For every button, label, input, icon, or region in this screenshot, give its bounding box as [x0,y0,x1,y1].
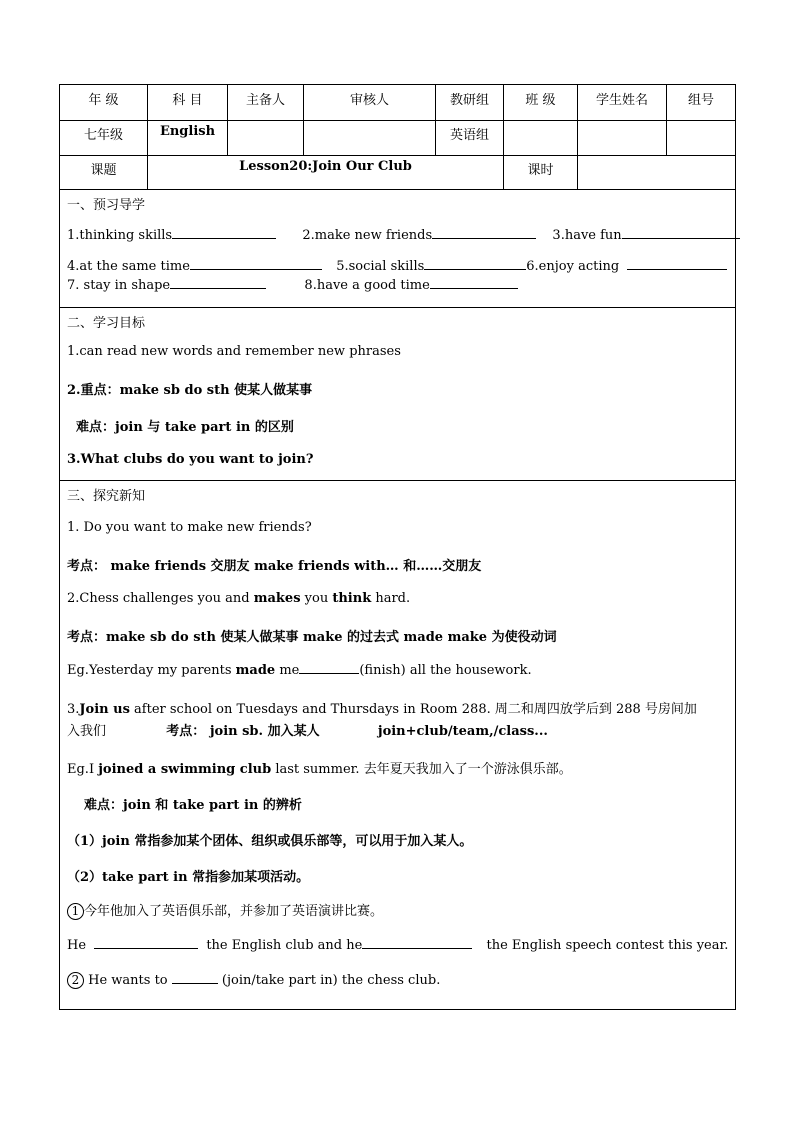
answer-blank[interactable] [622,227,740,239]
header-cell-preparer: 主备人 [228,85,304,120]
value-group-no[interactable] [667,120,735,155]
exercise [67,900,383,920]
example [67,758,572,777]
phrase-item: 3.have fun [552,228,622,243]
answer-blank[interactable] [170,277,266,289]
difficulty-point: （2）take part in 常指参加某项活动。 [67,870,310,885]
header-row-2 [60,120,735,156]
section-heading: 二、学习目标 [67,316,146,331]
header-cell-student-name: 学生姓名 [578,85,667,120]
value-reviewer[interactable] [304,120,436,155]
text: last summer. 去年夏天我加入了一个游泳俱乐部。 [271,762,572,777]
answer-blank[interactable] [424,258,526,270]
text: 今年他加入了英语俱乐部，并参加了英语演讲比赛。 [84,904,384,919]
answer-blank[interactable] [627,258,727,270]
answer-blank[interactable] [299,662,359,674]
difficulty-heading: 难点：join 和 take part in 的辨析 [84,798,302,813]
text: the English speech contest this year. [486,938,729,953]
value-grade: 七年级 [60,120,148,155]
value-group: 英语组 [436,120,504,155]
header-row-1 [60,85,735,121]
key-point: join+club/team,/class... [377,724,548,739]
exercise-answer-line [67,937,728,953]
header-cell-group-no: 组号 [687,93,714,108]
text: He [67,938,87,953]
answer-blank[interactable] [432,227,536,239]
text: (join/take part in) the chess club. [221,973,441,988]
example [67,662,532,678]
phrase-item: 5.social skills [336,259,425,274]
value-class[interactable] [504,120,578,155]
preview-row-1 [67,227,740,243]
answer-blank[interactable] [430,277,518,289]
header-row-3 [60,155,735,190]
lesson-plan-table [59,84,736,1010]
phrase-item: 8.have a good time [304,278,430,293]
preview-row-3 [67,277,518,293]
goal-item: 1.can read new words and remember new phrases [67,344,401,359]
key-point: 考点：make sb do sth 使某人做某事 make 的过去式 made make 为使役动词 [67,630,557,645]
answer-blank[interactable] [172,972,218,984]
text: Eg.I [67,762,99,777]
text: Eg.Yesterday my parents [67,663,236,678]
phrase-item: 6.enjoy acting [526,259,620,274]
text: (finish) all the housework. [359,663,532,678]
phrase-item: 2.make new friends [302,228,433,243]
text: hard. [371,591,411,606]
header-cell-grade: 年 级 [60,85,148,120]
text: He wants to [88,973,168,988]
answer-blank[interactable] [362,937,472,949]
text: 2.Chess challenges you and [67,591,254,606]
section-heading: 一、预习导学 [67,198,146,213]
header-cell-class: 班 级 [504,85,578,120]
phrase-item: 4.at the same time [67,259,190,274]
question [67,591,410,606]
header-cell-reviewer: 审核人 [304,85,436,120]
goal-item: 3.What clubs do you want to join? [67,452,314,467]
text: you [300,591,333,606]
text: me [275,663,300,678]
key-point: 考点： join sb. 加入某人 [166,724,320,739]
circled-number-icon: 2 [67,972,84,989]
section-heading: 三、探究新知 [67,489,146,504]
text: Join us [79,702,130,717]
answer-blank[interactable] [172,227,276,239]
text: made [235,663,276,678]
text: joined a swimming club [98,762,272,777]
answer-blank[interactable] [94,937,198,949]
section-explore [60,480,735,1011]
text: after school on Tuesdays and Thursdays in Room 288. 周二和周四放学后到 288 号房间加 [129,702,697,717]
lesson-title: Lesson20:Join Our Club [148,155,504,189]
text: the English club and he [206,938,363,953]
section-preview [60,189,735,308]
question-continued [67,720,548,739]
section-goals [60,307,735,481]
phrase-item: 7. stay in shape [67,278,171,293]
answer-blank[interactable] [190,258,322,270]
phrase-item: 1.thinking skills [67,228,173,243]
period-label: 课时 [504,155,578,189]
goal-item: 难点：join 与 take part in 的区别 [76,420,294,435]
question: 1. Do you want to make new friends? [67,520,312,535]
value-preparer[interactable] [228,120,304,155]
text: 入我们 [67,724,107,739]
text: makes [253,591,301,606]
text: think [332,591,372,606]
circled-number-icon: 1 [67,903,84,920]
question: 3.Join us after school on Tuesdays and Thursdays in Room 288. 周二和周四放学后到 288 号房间加 [67,702,697,717]
header-cell-group: 教研组 [436,85,504,120]
key-point: 考点： make friends 交朋友 make friends with… 和……交朋友 [67,559,482,574]
goal-item: 2.重点：make sb do sth 使某人做某事 [67,383,313,398]
value-subject: English [148,120,228,155]
topic-label: 课题 [60,155,148,189]
difficulty-point: （1）join 常指参加某个团体、组织或俱乐部等，可以用于加入某人。 [67,834,473,849]
exercise [67,972,440,989]
period-value[interactable] [578,155,735,189]
header-cell-subject: 科 目 [148,85,228,120]
value-student-name[interactable] [578,120,667,155]
preview-row-2 [67,258,727,274]
